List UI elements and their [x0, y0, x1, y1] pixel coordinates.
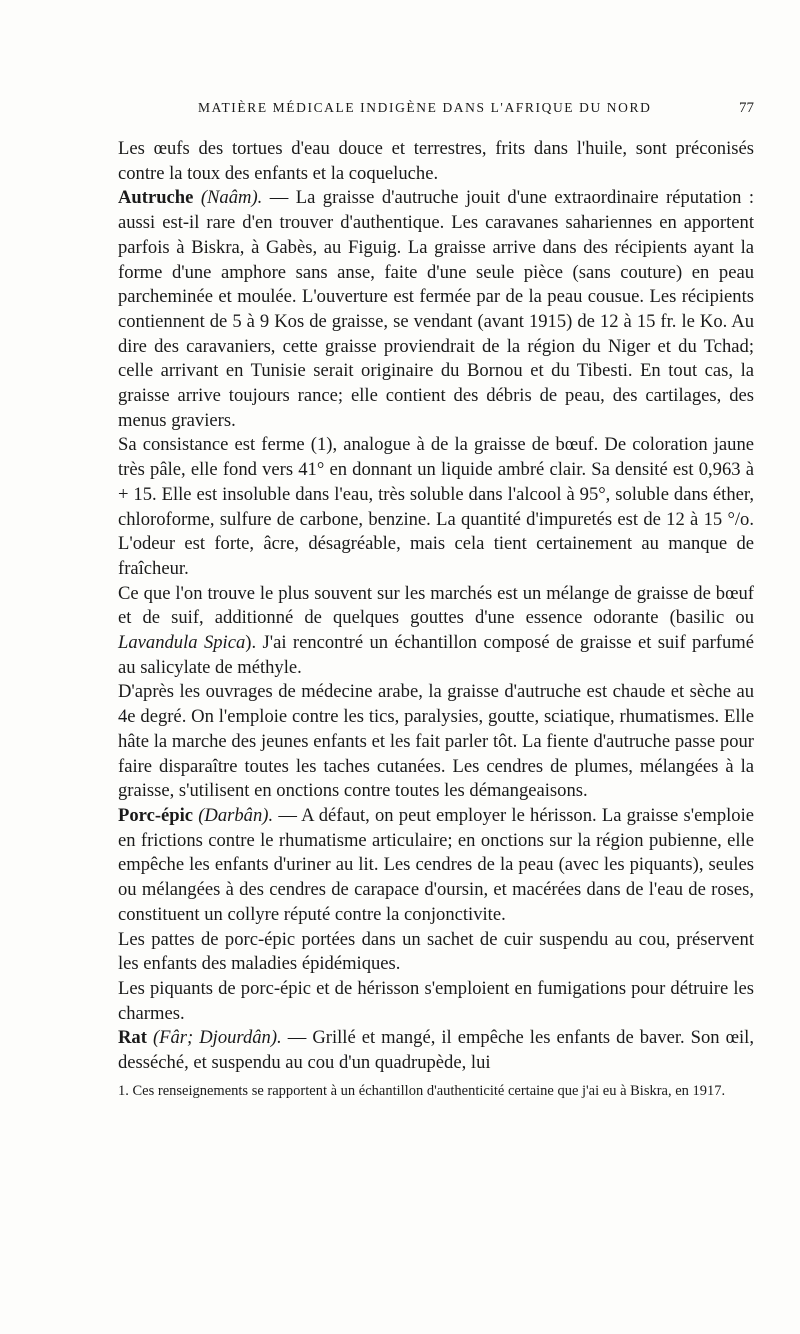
paragraph-text: — Grillé et mangé, il empêche les enfants de baver. Son œil, desséché, et suspendu au cou d'un quadrupède, lui: [118, 1027, 754, 1074]
paragraph-consistance: [118, 433, 754, 581]
paragraph-medecine-arabe: [118, 680, 754, 804]
entry-arabic-name: (Fâr; Djourdân).: [152, 1027, 282, 1049]
paragraph-melange: [118, 582, 754, 681]
paragraph-porc-epic: [118, 804, 754, 928]
paragraph-text: Les piquants de porc-épic et de hérisson s'emploient en fumigations pour détruire les charmes.: [118, 977, 754, 1024]
paragraph-pattes: [118, 928, 754, 977]
paragraph-text: Les pattes de porc-épic portées dans un sachet de cuir suspendu au cou, préservent les enfants des maladies épidémiques.: [118, 928, 754, 975]
paragraph-piquants: [118, 977, 754, 1026]
entry-heading: Rat: [118, 1027, 147, 1049]
paragraph-tortues: [118, 137, 754, 186]
paragraph-text: D'après les ouvrages de médecine arabe, la graisse d'autruche est chaude et sèche au 4e degré. On l'emploie contre les tics, paralysies, goutte, sciatique, rhumatismes. Elle hâte la marche des jeunes enfants et les fait parler tôt. La fiente d'autruche passe pour faire disparaître toutes les taches cutanées. Les cendres de plumes, mélangées à la graisse, s'utilisent en onctions contre toutes les démangeaisons.: [118, 681, 754, 802]
entry-heading: Porc-épic: [118, 804, 194, 826]
footnote: 1. Ces renseignements se rapportent à un échantillon d'authenticité certaine que j'ai eu à Biskra, en 1917.: [118, 1082, 726, 1099]
body-text: [118, 137, 754, 1076]
paragraph-text: Les œufs des tortues d'eau douce et terrestres, frits dans l'huile, sont préconisés contre la toux des enfants et la coqueluche.: [118, 138, 754, 184]
entry-arabic-name: (Darbân).: [198, 804, 274, 826]
paragraph-text: — A défaut, on peut employer le hérisson. La graisse s'emploie en frictions contre le rhumatisme articulaire; en onctions sur la région pubienne, elle empêche les enfants d'uriner au lit. Les cendres de la peau (avec les piquants), seules ou mélangées à des cendres de carapace d'oursin, et macérées dans de l'eau de roses, constituent un collyre réputé contre la conjonctivite.: [118, 804, 754, 925]
paragraph-text: — La graisse d'autruche jouit d'une extraordinaire réputation : aussi est-il rare d'en trouver d'authentique. Les caravanes sahariennes en apportent parfois à Biskra, à Gabès, au Figuig. La graisse arrive dans des récipients ayant la forme d'une amphore sans anse, faite d'une seule pièce (sans couture) en peau parcheminée et moulée. L'ouverture est fermée par de la peau cousue. Les récipients contiennent de 5 à 9 Kos de graisse, se vendant (avant 1915) de 12 à 15 fr. le Ko. Au dire des caravaniers, cette graisse proviendrait de la région du Niger et du Tchad; celle arrivant en Tunisie serait originaire du Bornou et du Tibesti. En tout cas, la graisse arrive toujours rance; elle contient des débris de peau, des cartilages, des menus graviers.: [118, 187, 754, 431]
entry-heading: Autruche: [118, 187, 194, 209]
running-header: [118, 100, 754, 117]
paragraph-text: Sa consistance est ferme (1), analogue à de la graisse de bœuf. De coloration jaune très pâle, elle fond vers 41° en donnant un liquide ambré clair. Sa densité est 0,963 à + 15. Elle est insoluble dans l'eau, très soluble dans l'alcool à 95°, soluble dans éther, chloroforme, sulfure de carbone, benzine. La quantité d'impuretés est de 12 à 15 °/o. L'odeur est forte, âcre, désagréable, mais cela tient certainement au manque de fraîcheur.: [118, 434, 754, 579]
species-name: Lavandula Spica: [118, 632, 246, 654]
page-number: 77: [739, 100, 754, 116]
entry-arabic-name: (Naâm).: [200, 187, 263, 209]
paragraph-text: ). J'ai rencontré un échantillon composé de graisse et suif parfumé au salicylate de méthyle.: [118, 632, 754, 678]
paragraph-rat: [118, 1026, 754, 1075]
paragraph-text: Ce que l'on trouve le plus souvent sur les marchés est un mélange de graisse de bœuf et de suif, additionné de quelques gouttes d'une essence odorante (basilic ou: [118, 582, 754, 629]
running-title: MATIÈRE MÉDICALE INDIGÈNE DANS L'AFRIQUE DU NORD: [198, 100, 652, 115]
paragraph-autruche: [118, 186, 754, 433]
